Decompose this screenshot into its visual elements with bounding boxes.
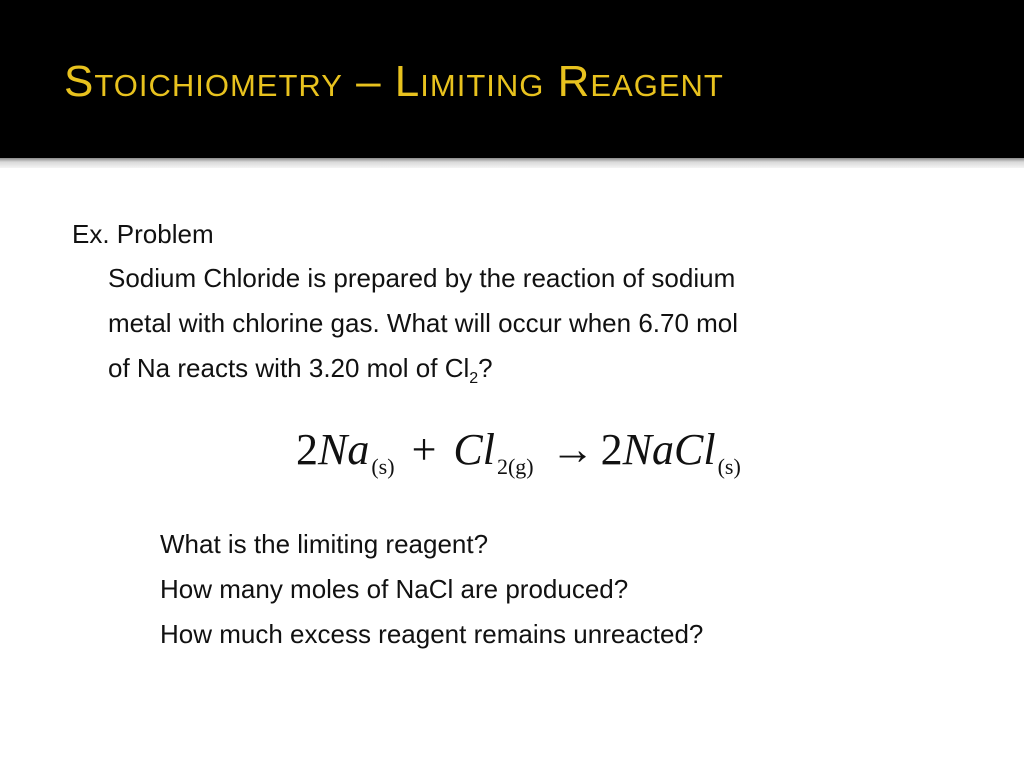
question-list [160,522,703,657]
title-divider [0,158,1024,168]
slide-title: Stoichiometry – Limiting Reagent [64,57,724,106]
title-band [0,0,1024,158]
question-item: How much excess reagent remains unreacted? [160,619,704,649]
problem-line-1: Sodium Chloride is prepared by the reaction of sodium [108,263,736,293]
reaction-arrow: → [550,425,595,474]
chemical-equation [296,420,741,497]
chlorine-subscript: 2 [469,370,479,388]
reactant-sodium: Na [318,425,370,474]
problem-line-3-text: of Na reacts with 3.20 mol of Cl [108,353,470,383]
problem-statement [108,256,738,401]
coefficient-product: 2 [600,425,623,474]
problem-line-2: metal with chlorine gas. What will occur when 6.70 mol [108,308,739,338]
problem-line-3 [108,346,738,401]
state-chlorine: 2(g) [496,454,534,479]
plus-sign: + [411,425,437,474]
reactant-chlorine: Cl [453,425,495,474]
product-sodium-chloride: NaCl [622,425,716,474]
problem-line-3-end: ? [478,353,493,383]
state-sodium: (s) [371,454,395,479]
state-product: (s) [717,454,741,479]
coefficient-sodium: 2 [296,425,318,474]
question-item: How many moles of NaCl are produced? [160,574,629,604]
question-item: What is the limiting reagent? [160,529,489,559]
problem-heading: Ex. Problem [72,219,214,249]
